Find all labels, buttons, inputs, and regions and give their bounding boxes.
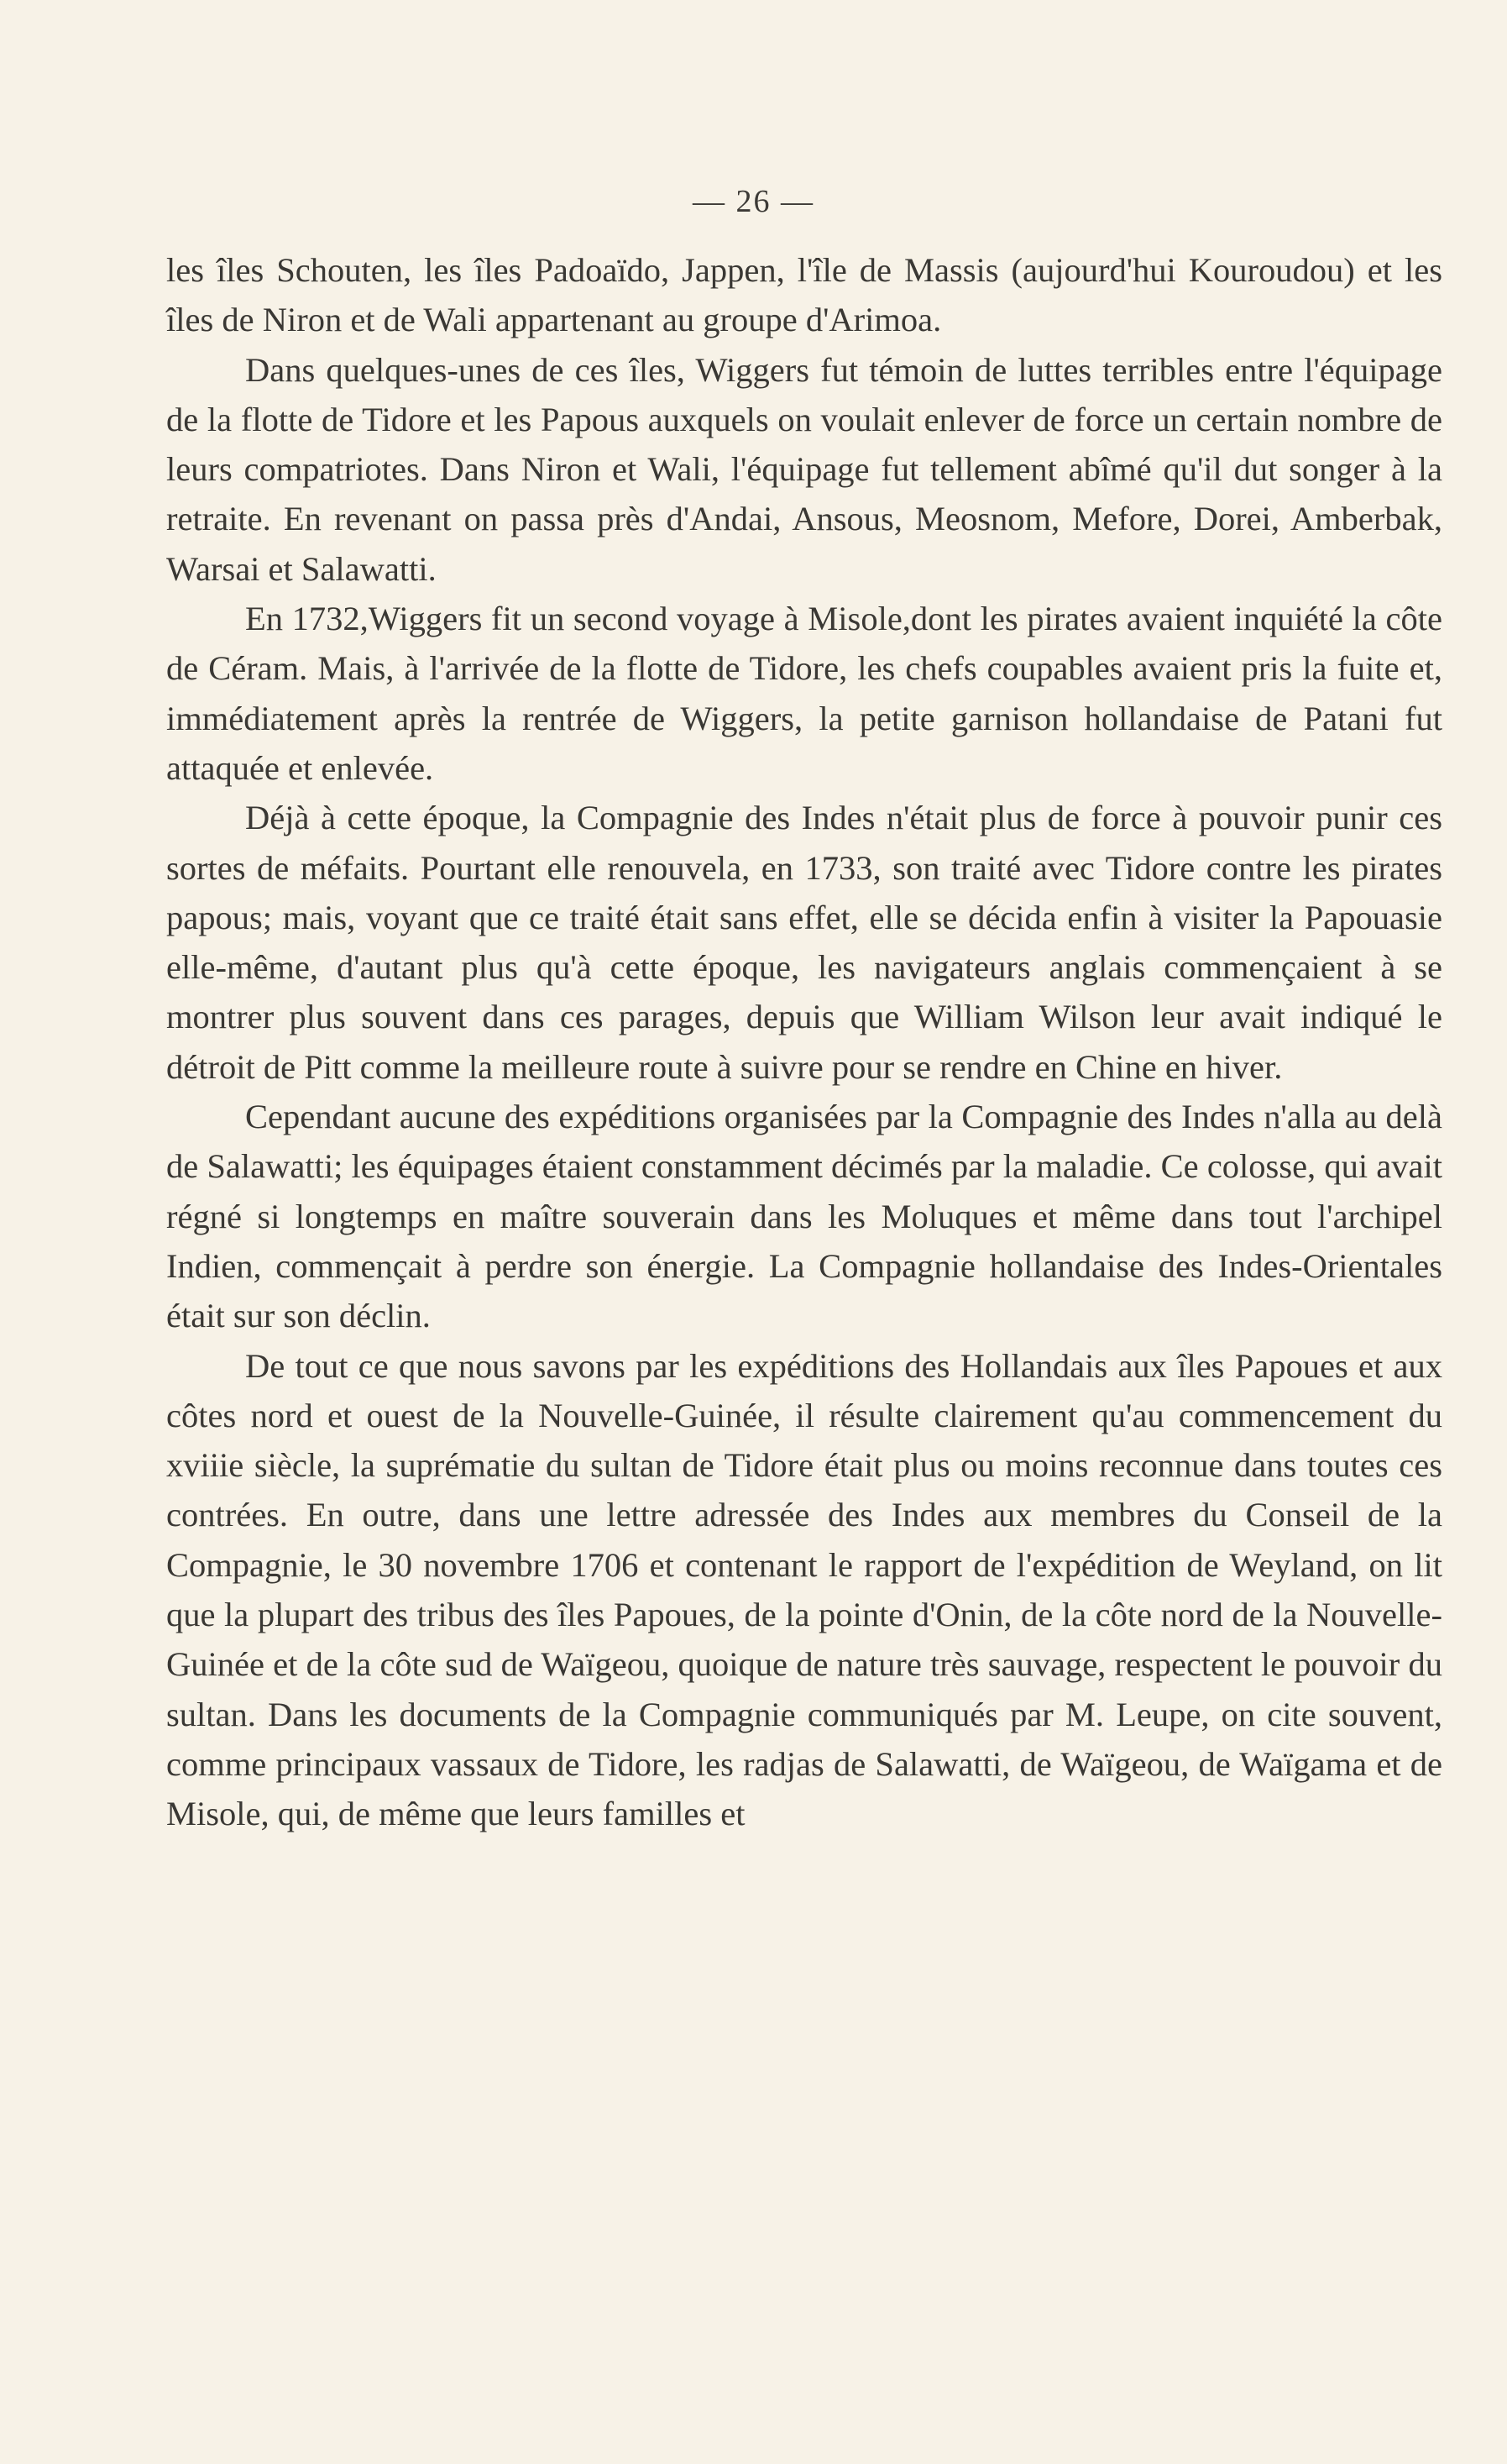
page-number: — 26 — <box>693 184 814 219</box>
paragraph-1: les îles Schouten, les îles Padoaïdo, Jappen, l'île de Massis (aujourd'hui Kouroudou) et les îles de Niron et de Wali appartenant au groupe d'Arimoa. <box>166 251 1442 339</box>
paragraph-2: Dans quelques-unes de ces îles, Wiggers fut témoin de luttes terribles entre l'équipage de la flotte de Tidore et les Papous auxquels on voulait enlever de force un certain nombre de leurs compatriotes. Dans Niron et Wali, l'équipage fut tellement abîmé qu'il dut songer à la retraite. En revenant on passa près d'Andai, Ansous, Meosnom, Mefore, Dorei, Amberbak, Warsai et Salawatti. <box>166 350 1442 588</box>
paragraph-3: En 1732,Wiggers fit un second voyage à Misole,dont les pirates avaient inquiété la côte de Céram. Mais, à l'arrivée de la flotte de Tidore, les chefs coupables avaient pris la fuite et, immédiatement après la rentrée de Wiggers, la petite garnison hollandaise de Patani fut attaquée et enlevée. <box>166 600 1442 787</box>
text-body <box>166 245 1442 1839</box>
paragraph-5: Cependant aucune des expéditions organisées par la Compagnie des Indes n'alla au delà de Salawatti; les équipages étaient constamment décimés par la maladie. Ce colosse, qui avait régné si longtemps en maître souverain dans les Moluques et même dans tout l'archipel Indien, commençait à perdre son énergie. La Compagnie hollandaise des Indes-Orientales était sur son déclin. <box>166 1098 1442 1335</box>
paragraph-4: Déjà à cette époque, la Compagnie des Indes n'était plus de force à pouvoir punir ces sortes de méfaits. Pourtant elle renouvela, en 1733, son traité avec Tidore contre les pirates papous; mais, voyant que ce traité était sans effet, elle se décida enfin à visiter la Papouasie elle-même, d'autant plus qu'à cette époque, les navigateurs anglais commençaient à se montrer plus souvent dans ces parages, depuis que William Wilson leur avait indiqué le détroit de Pitt comme la meilleure route à suivre pour se rendre en Chine en hiver. <box>166 799 1442 1086</box>
paragraph-6: De tout ce que nous savons par les expéditions des Hollandais aux îles Papoues et aux côtes nord et ouest de la Nouvelle-Guinée, il résulte clairement qu'au commencement du xviiie siècle, la suprématie du sultan de Tidore était plus ou moins reconnue dans toutes ces contrées. En outre, dans une lettre adressée des Indes aux membres du Conseil de la Compagnie, le 30 novembre 1706 et contenant le rapport de l'expédition de Weyland, on lit que la plupart des tribus des îles Papoues, de la pointe d'Onin, de la côte nord de la Nouvelle-Guinée et de la côte sud de Waïgeou, quoique de nature très sauvage, respectent le pouvoir du sultan. Dans les documents de la Compagnie communiqués par M. Leupe, on cite souvent, comme principaux vassaux de Tidore, les radjas de Salawatti, de Waïgeou, de Waïgama et de Misole, qui, de même que leurs familles et <box>166 1346 1442 1833</box>
